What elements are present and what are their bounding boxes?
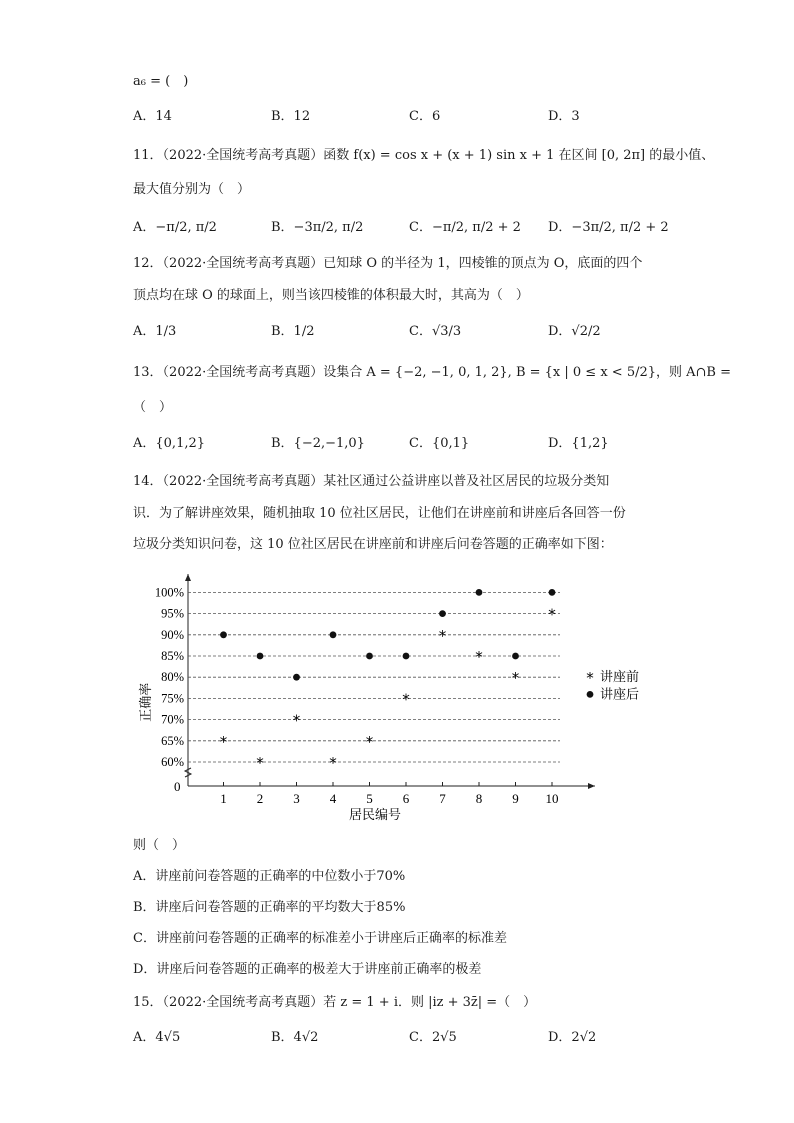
q11-stem-line1: 11．（2022·全国统考高考真题）函数 f(x) = cos x + (x + 1) sin x + 1 在区间 [0, 2π] 的最小值、 — [133, 148, 715, 163]
y-tick-label: 65% — [161, 733, 184, 748]
y-tick-label: 100% — [154, 585, 184, 600]
q15-option-b: B．4√2 — [271, 1030, 319, 1045]
q11-stem-line2: 最大值分别为（ ） — [133, 182, 251, 197]
q12-stem-line1: 12．（2022·全国统考高考真题）已知球 O 的半径为 1，四棱锥的顶点为 O，底面的四个 — [133, 256, 643, 271]
q13-option-d: D．{1,2} — [548, 436, 609, 451]
q13-option-a: A．{0,1,2} — [133, 436, 206, 451]
q11-option-b: B．−3π/2, π/2 — [271, 220, 364, 235]
q12-option-b: B．1/2 — [271, 324, 315, 339]
q12-option-d: D．√2/2 — [548, 324, 601, 339]
q13-option-b: B．{−2,−1,0} — [271, 436, 365, 451]
q14-stem-line3: 垃圾分类知识问卷，这 10 位社区居民在讲座前和讲座后问卷答题的正确率如下图： — [133, 537, 613, 552]
q15-option-d: D．2√2 — [548, 1030, 597, 1045]
point-after — [330, 631, 337, 638]
origin-label: 0 — [174, 779, 181, 794]
q14-option-c: C．讲座前问卷答题的正确率的标准差小于讲座后正确率的标准差 — [133, 931, 507, 946]
point-after — [476, 589, 483, 596]
point-before: * — [402, 690, 410, 709]
y-tick-label: 60% — [161, 755, 184, 769]
q15-stem: 15．（2022·全国统考高考真题）若 z = 1 + i．则 |iz + 3z̄| =（ ） — [133, 995, 537, 1010]
x-tick-label: 1 — [220, 791, 227, 806]
q14-then: 则（ ） — [133, 838, 186, 853]
point-after — [439, 610, 446, 617]
q13-stem-line1: 13．（2022·全国统考高考真题）设集合 A = {−2, −1, 0, 1, 2}, B = {x | 0 ≤ x < 5/2}，则 A∩B = — [133, 365, 732, 380]
x-tick-label: 6 — [402, 791, 410, 806]
q12-option-a: A．1/3 — [133, 324, 177, 339]
x-tick-label: 7 — [439, 791, 446, 806]
x-tick-label: 8 — [475, 791, 483, 806]
point-before: * — [219, 732, 228, 751]
q14-stem-line1: 14．（2022·全国统考高考真题）某社区通过公益讲座以普及社区居民的垃圾分类知 — [133, 474, 610, 489]
q11-option-a: A．−π/2, π/2 — [133, 220, 217, 235]
y-tick-label: 75% — [161, 691, 184, 706]
y-axis-arrow — [185, 574, 191, 581]
point-before: * — [511, 669, 520, 688]
q14-option-b: B．讲座后问卷答题的正确率的平均数大于85% — [133, 900, 406, 915]
x-tick-label: 4 — [329, 791, 337, 806]
q12-stem-line2: 顶点均在球 O 的球面上，则当该四棱锥的体积最大时，其高为（ ） — [133, 288, 529, 303]
q15-option-c: C．2√5 — [409, 1030, 457, 1045]
point-before: * — [329, 754, 337, 772]
q13-option-c: C．{0,1} — [409, 436, 470, 451]
x-axis-arrow — [588, 783, 595, 789]
legend-marker-after — [587, 691, 594, 698]
point-before: * — [365, 732, 374, 751]
accuracy-scatter-chart — [130, 566, 690, 828]
y-tick-label: 85% — [161, 649, 184, 663]
point-after — [366, 653, 373, 660]
q13-stem-line2: （ ） — [133, 400, 173, 415]
x-tick-label: 3 — [293, 791, 300, 806]
x-tick-label: 9 — [512, 791, 519, 806]
point-after — [549, 589, 556, 596]
q10-stem-tail: a₆ = ( ) — [133, 74, 189, 89]
point-after — [293, 674, 300, 681]
point-after — [257, 653, 264, 660]
x-tick-label: 10 — [545, 791, 559, 806]
point-before: * — [475, 648, 483, 666]
point-before: * — [292, 711, 301, 730]
x-axis-label: 居民编号 — [348, 808, 402, 823]
y-tick-label: 80% — [161, 670, 184, 685]
y-tick-label: 95% — [161, 606, 184, 621]
q10-option-d: D．3 — [548, 109, 580, 124]
x-tick-label: 2 — [256, 791, 264, 806]
y-axis-label: 正确率 — [139, 682, 154, 722]
q14-stem-line2: 识．为了解讲座效果，随机抽取 10 位社区居民，让他们在讲座前和讲座后各回答一份 — [133, 506, 626, 521]
q10-option-b: B．12 — [271, 109, 311, 124]
q14-option-a: A．讲座前问卷答题的正确率的中位数小于70% — [133, 869, 406, 884]
q14-option-d: D．讲座后问卷答题的正确率的极差大于讲座前正确率的极差 — [133, 962, 482, 977]
y-tick-label: 90% — [161, 627, 184, 642]
q11-option-d: D．−3π/2, π/2 + 2 — [548, 220, 669, 235]
point-before: * — [256, 754, 264, 772]
y-tick-label: 70% — [161, 712, 184, 727]
legend-marker-before: * — [586, 669, 594, 688]
point-before: * — [438, 626, 447, 645]
q11-option-c: C．−π/2, π/2 + 2 — [409, 220, 521, 235]
q15-option-a: A．4√5 — [133, 1030, 181, 1045]
point-after — [403, 653, 410, 660]
q12-option-c: C．√3/3 — [409, 324, 462, 339]
point-before: * — [548, 605, 556, 624]
point-after — [220, 631, 227, 638]
legend-label-before: 讲座前 — [600, 670, 640, 686]
y-axis-break — [185, 768, 191, 777]
q10-option-c: C．6 — [409, 109, 441, 124]
x-tick-label: 5 — [366, 791, 373, 806]
q10-option-a: A．14 — [133, 109, 172, 124]
legend-label-after: 讲座后 — [600, 687, 640, 703]
point-after — [512, 653, 519, 660]
